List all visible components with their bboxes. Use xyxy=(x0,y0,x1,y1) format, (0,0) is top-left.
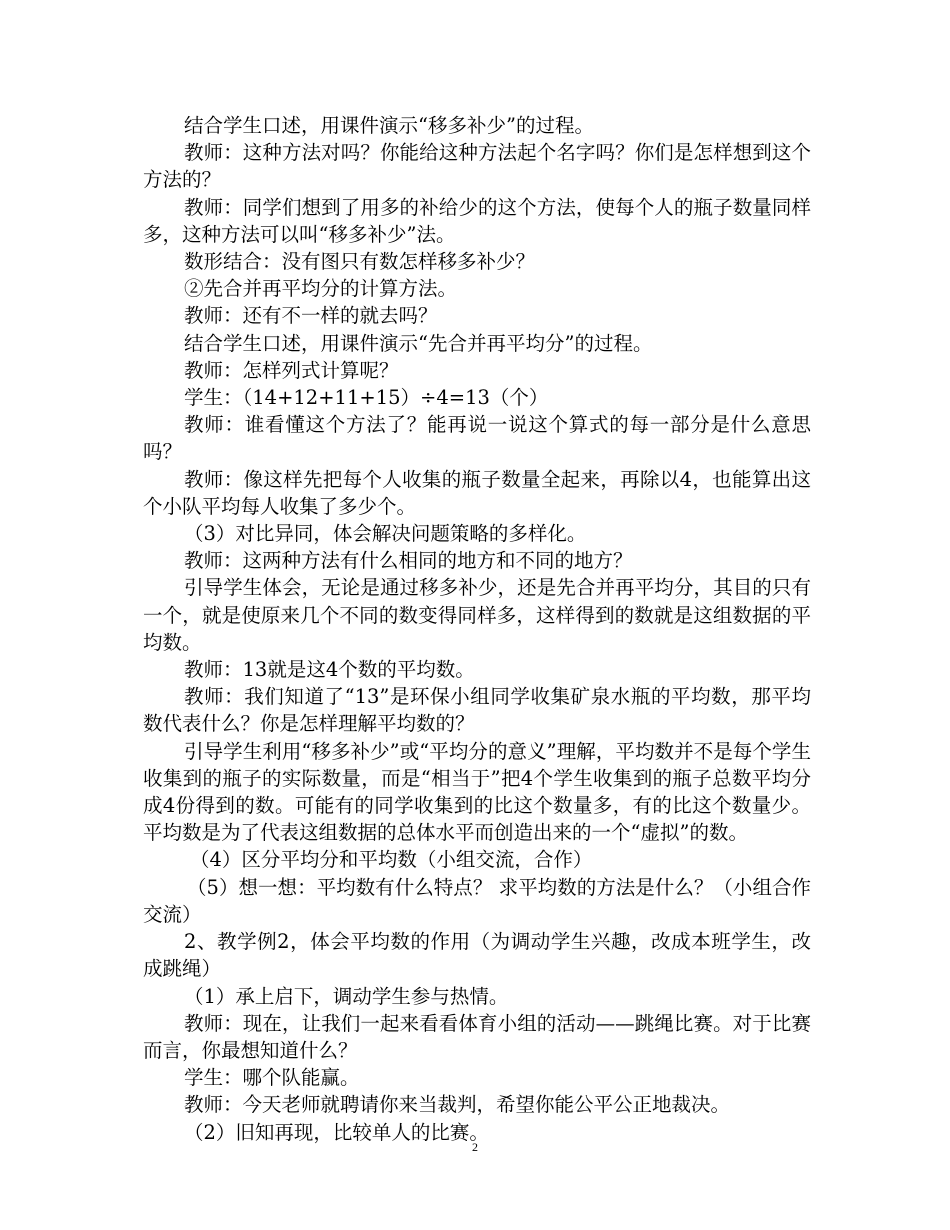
paragraph: 教师：13就是这4个数的平均数。 xyxy=(184,658,475,682)
paragraph: （5）想一想：平均数有什么特点？ 求平均数的方法是什么？（小组合作交流） xyxy=(143,875,811,926)
paragraph: ②先合并再平均分的计算方法。 xyxy=(184,277,458,301)
paragraph: 结合学生口述，用课件演示“移多补少”的过程。 xyxy=(184,114,594,137)
paragraph: （4）区分平均分和平均数（小组交流，合作） xyxy=(190,848,593,872)
paragraph: 教师：我们知道了“13”是环保小组同学收集矿泉水瓶的平均数，那平均数代表什么？你是怎样理解平均数的？ xyxy=(143,685,811,736)
paragraph: 引导学生利用“移多补少”或“平均分的意义”理解，平均数并不是每个学生收集到的瓶子的实际数量，而是“相当于”把4个学生收集到的瓶子总数平均分成4份得到的数。可能有的同学收集到的比这个数量多，有的比这个数量少。平均数是为了代表这组数据的总体水平而创造出来的一个“虚拟”的数。 xyxy=(143,739,811,845)
body-text xyxy=(143,112,811,1146)
paragraph: 学生：哪个队能赢。 xyxy=(184,1066,360,1090)
paragraph: 教师：这种方法对吗？你能给这种方法起个名字吗？你们是怎样想到这个方法的？ xyxy=(143,141,811,192)
page-number: 2 xyxy=(472,1140,478,1154)
paragraph: 教师：谁看懂这个方法了？能再说一说这个算式的每一部分是什么意思吗？ xyxy=(143,413,811,464)
paragraph: （3）对比异同，体会解决问题策略的多样化。 xyxy=(184,522,587,546)
paragraph: （2）旧知再现，比较单人的比赛。 xyxy=(184,1120,489,1144)
paragraph: 教师：现在，让我们一起来看看体育小组的活动——跳绳比赛。对于比赛而言，你最想知道什么？ xyxy=(143,1011,811,1062)
paragraph: 数形结合：没有图只有数怎样移多补少？ xyxy=(184,250,536,274)
paragraph: 教师：同学们想到了用多的补给少的这个方法，使每个人的瓶子数量同样多，这种方法可以叫“移多补少”法。 xyxy=(143,195,811,246)
paragraph: 教师：这两种方法有什么相同的地方和不同的地方？ xyxy=(184,549,633,573)
paragraph: 教师：像这样先把每个人收集的瓶子数量全起来，再除以4，也能算出这个小队平均每人收集了多少个。 xyxy=(143,467,811,518)
paragraph: 结合学生口述，用课件演示“先合并再平均分”的过程。 xyxy=(184,331,653,355)
paragraph: 引导学生体会，无论是通过移多补少，还是先合并再平均分，其目的只有一个，就是使原来几个不同的数变得同样多，这样得到的数就是这组数据的平均数。 xyxy=(143,576,811,654)
paragraph: 学生：（14+12+11+15）÷4=13（个） xyxy=(184,386,549,410)
paragraph: 2、教学例2，体会平均数的作用（为调动学生兴趣，改成本班学生，改成跳绳） xyxy=(143,930,811,981)
paragraph: 教师：还有不一样的就去吗？ xyxy=(184,304,438,328)
paragraph: （1）承上启下，调动学生参与热情。 xyxy=(184,984,509,1008)
paragraph: 教师：今天老师就聘请你来当裁判，希望你能公平公正地裁决。 xyxy=(184,1093,731,1117)
paragraph: 教师：怎样列式计算呢？ xyxy=(184,358,399,382)
